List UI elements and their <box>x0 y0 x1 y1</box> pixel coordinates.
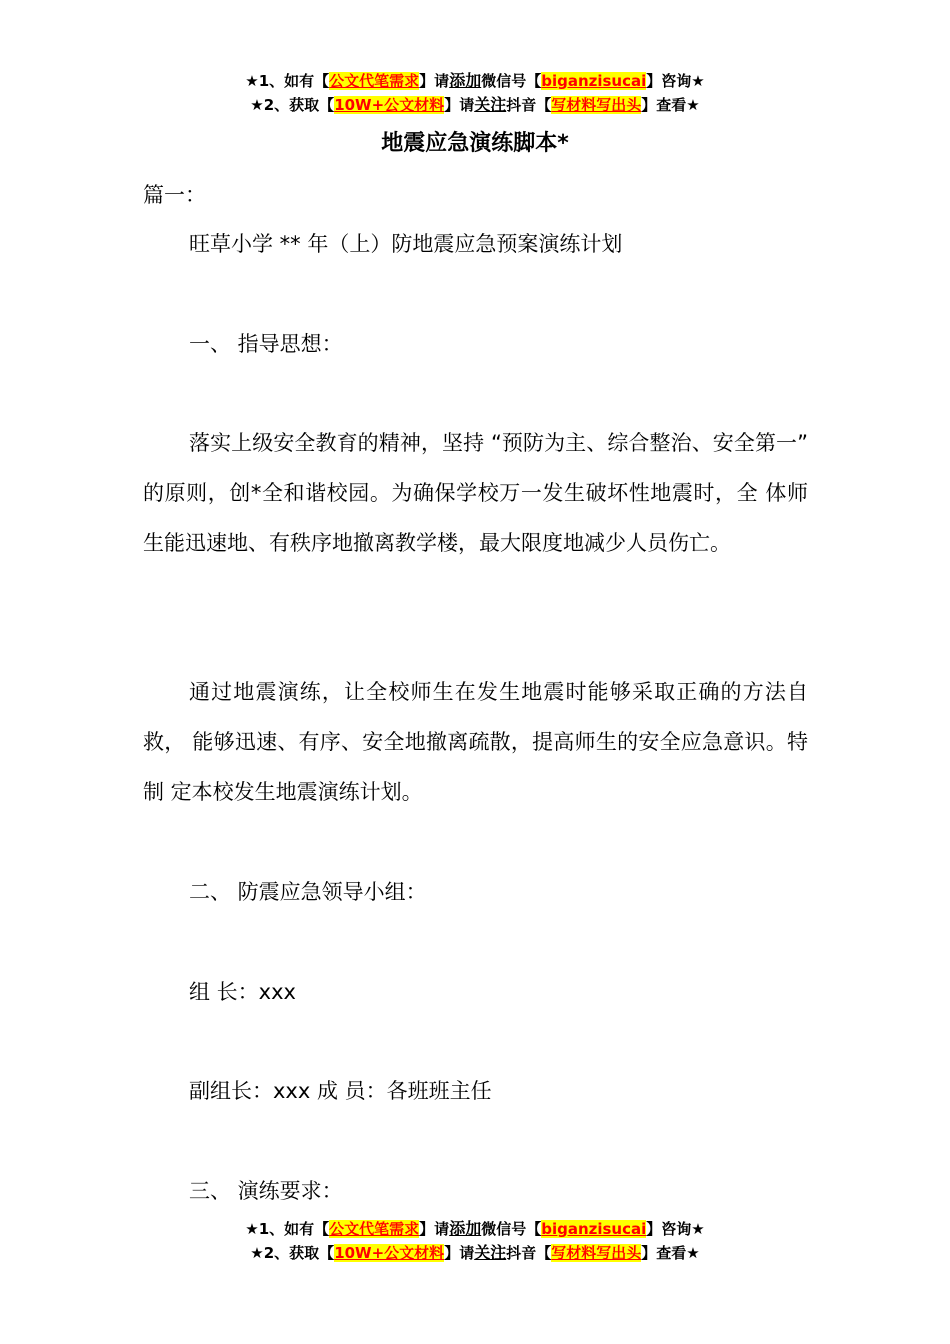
footer-promo-line-1: ★1、如有【公文代笔需求】请添加微信号【biganzisucai】咨询★ <box>245 1219 705 1238</box>
highlight-materials: 10W+公文材料 <box>334 96 445 114</box>
leader-line: 组 长：xxx <box>189 980 296 1004</box>
section-heading-guiding-ideology: 一、 指导思想： <box>189 332 343 356</box>
paragraph-purpose: 落实上级安全教育的精神，坚持 “预防为主、综合整治、安全第一” 的原则，创*全和谐校园。为确保学校万一发生破坏性地震时，全 体师生能迅速地、有秩序地撤离教学楼，最大限度地减少人员伤亡。 <box>143 431 808 555</box>
document-title: 地震应急演练脚本* <box>381 131 569 156</box>
highlight-service: 公文代笔需求 <box>329 72 420 90</box>
highlight-wechat-id: biganzisucai <box>541 72 647 90</box>
plan-title: 旺草小学 ** 年（上）防地震应急预案演练计划 <box>189 232 623 256</box>
footer-promo-line-2: ★2、获取【10W+公文材料】请关注抖音【写材料写出头】查看★ <box>250 1243 700 1262</box>
highlight-materials: 10W+公文材料 <box>334 1244 445 1262</box>
header-promo-line-2: ★2、获取【10W+公文材料】请关注抖音【写材料写出头】查看★ <box>250 95 700 114</box>
highlight-wechat-id: biganzisucai <box>541 1220 647 1238</box>
section-heading-drill-requirements: 三、 演练要求： <box>189 1179 343 1203</box>
header-promo-line-1: ★1、如有【公文代笔需求】请添加微信号【biganzisucai】咨询★ <box>245 71 705 90</box>
paragraph-goal: 通过地震演练，让全校师生在发生地震时能够采取正确的方法自救， 能够迅速、有序、安全地撤离疏散，提高师生的安全应急意识。特制 定本校发生地震演练计划。 <box>143 680 808 804</box>
deputy-line: 副组长：xxx 成 员：各班班主任 <box>189 1079 492 1103</box>
part-label: 篇一： <box>143 183 206 207</box>
section-heading-leadership-group: 二、 防震应急领导小组： <box>189 880 427 904</box>
highlight-douyin-account: 写材料写出头 <box>551 96 642 114</box>
highlight-service: 公文代笔需求 <box>329 1220 420 1238</box>
highlight-douyin-account: 写材料写出头 <box>551 1244 642 1262</box>
